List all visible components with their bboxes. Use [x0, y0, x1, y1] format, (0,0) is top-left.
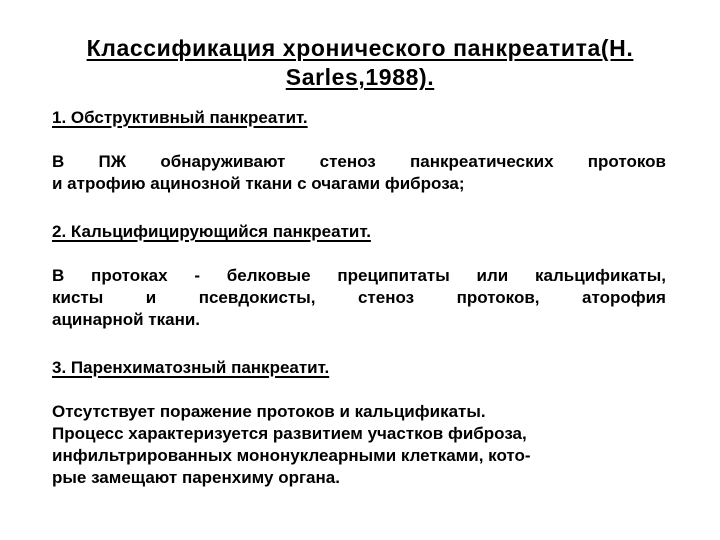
section-heading-obstructive: 1. Обструктивный панкреатит. [52, 108, 308, 127]
word: - [194, 266, 201, 285]
section-heading-parenchymal: 3. Паренхиматозный панкреатит. [52, 358, 330, 377]
word: протоков, [456, 288, 540, 307]
section-text-obstructive [52, 151, 666, 195]
title-line: Классификация хронического панкреатита(H. [86, 35, 634, 61]
word: панкреатических [409, 152, 554, 171]
text-line: и атрофию ацинозной ткани с очагами фиброза; [52, 174, 465, 193]
word: псевдокисты, [198, 288, 316, 307]
word: стеноз [319, 152, 376, 171]
text-line [52, 265, 666, 287]
word: кальцификаты, [535, 266, 666, 285]
text-line [52, 151, 666, 173]
text-line: рые замещают паренхиму органа. [52, 468, 340, 487]
word: протоках [91, 266, 168, 285]
slide-title [40, 34, 680, 92]
word: протоков [587, 152, 666, 171]
text-line: Процесс характеризуется развитием участков фиброза, [52, 424, 527, 443]
section-text-parenchymal [52, 401, 666, 489]
word: ПЖ [98, 152, 127, 171]
word: или [476, 266, 509, 285]
text-line: Отсутствует поражение протоков и кальцификаты. [52, 402, 486, 421]
text-line: инфильтрированных мононуклеарными клетками, кото- [52, 446, 531, 465]
word: обнаруживают [160, 152, 286, 171]
text-line [52, 287, 666, 309]
word: аторофия [582, 288, 666, 307]
word: преципитаты [337, 266, 450, 285]
word: стеноз [357, 288, 415, 307]
word: и [145, 288, 157, 307]
text-line: ацинарной ткани. [52, 310, 201, 329]
word: В [52, 152, 65, 171]
section-text-calcifying [52, 265, 666, 331]
word: белковые [226, 266, 311, 285]
section-heading-calcifying: 2. Кальцифицирующийся панкреатит. [52, 222, 371, 241]
word: кисты [52, 288, 104, 307]
word: В [52, 266, 65, 285]
title-line: Sarles,1988). [285, 64, 435, 90]
